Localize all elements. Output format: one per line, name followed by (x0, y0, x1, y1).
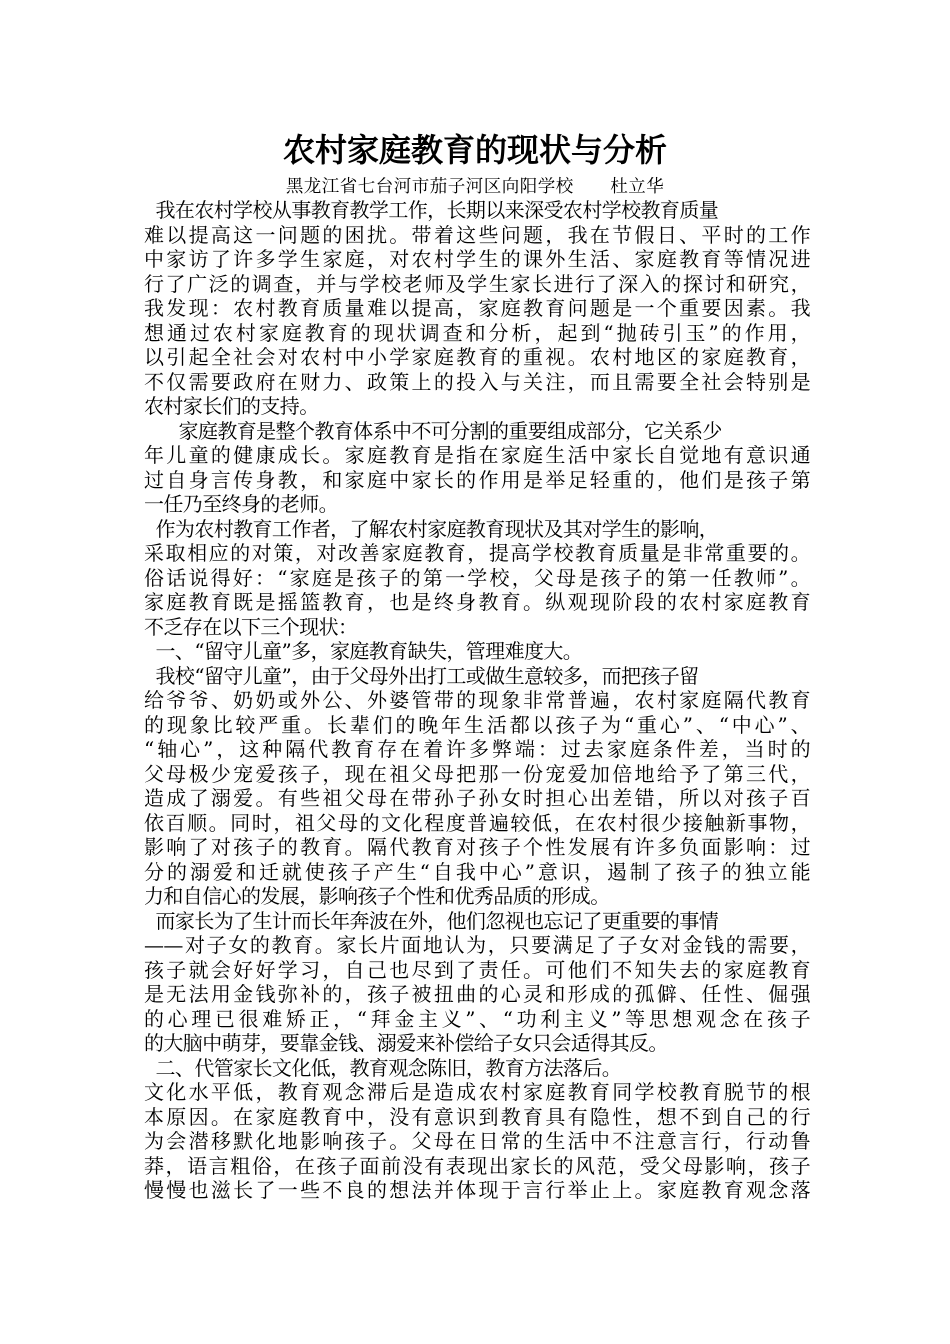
body-text-line: 文化水平低，教育观念滞后是造成农村家庭教育同学校教育脱节的根 (144, 1080, 810, 1104)
author-byline: 黑龙江省七台河市茄子河区向阳学校 杜立华 (285, 177, 665, 197)
body-text-line: 采取相应的对策，对改善家庭教育，提高学校教育质量是非常重要的。 (144, 541, 810, 565)
body-text-line: 的大脑中萌芽，要靠金钱、溺爱来补偿给子女只会适得其反。 (144, 1031, 668, 1055)
body-text-line: 本原因。在家庭教育中，没有意识到教育具有隐性，想不到自己的行 (144, 1104, 810, 1129)
body-text-line: 为会潜移默化地影响孩子。父母在日常的生活中不注意言行，行动鲁 (144, 1129, 810, 1153)
body-text-line: 分的溺爱和迁就使孩子产生“自我中心”意识，遏制了孩子的独立能 (144, 859, 810, 884)
body-text-line: 我校“留守儿童”，由于父母外出打工或做生意较多，而把孩子留 (144, 663, 699, 688)
body-text-line: 我在农村学校从事教育教学工作，长期以来深受农村学校教育质量 (144, 198, 719, 222)
body-text-line: 依百顺。同时，祖父母的文化程度普遍较低，在农村很少接触新事物， (144, 810, 810, 835)
body-text-line: 难以提高这一问题的困扰。带着这些问题，我在节假日、平时的工作 (144, 222, 810, 247)
body-text-line: 是无法用金钱弥补的，孩子被扭曲的心灵和形成的孤僻、任性、倔强 (144, 982, 810, 1006)
body-text-line: 一任乃至终身的老师。 (144, 492, 338, 516)
body-text-line: 想通过农村家庭教育的现状调查和分析，起到“抛砖引玉”的作用， (144, 320, 810, 345)
body-text-line: 不乏存在以下三个现状： (144, 614, 358, 639)
body-text-line: 中家访了许多学生家庭，对农村学生的课外生活、家庭教育等情况进 (144, 247, 810, 271)
document-body (144, 198, 810, 1203)
body-text-line: 造成了溺爱。有些祖父母在带孙子孙女时担心出差错，所以对孩子百 (144, 786, 810, 810)
body-text-line: 给爷爷、奶奶或外公、外婆管带的现象非常普遍，农村家庭隔代教育 (144, 688, 810, 712)
body-text-line: 孩子就会好好学习，自己也尽到了责任。可他们不知失去的家庭教育 (144, 957, 810, 982)
body-text-line: 行了广泛的调查，并与学校老师及学生家长进行了深入的探讨和研究， (144, 271, 810, 296)
body-text-line: 农村家长们的支持。 (144, 394, 319, 418)
body-text-line: 而家长为了生计而长年奔波在外，他们忽视也忘记了更重要的事情 (144, 908, 719, 933)
body-text-line: ——对子女的教育。家长片面地认为，只要满足了子女对金钱的需要， (144, 933, 810, 957)
document-title: 农村家庭教育的现状与分析 (282, 131, 667, 169)
body-text-line: 影响了对孩子的教育。隔代教育对孩子个性发展有许多负面影响：过 (144, 835, 810, 859)
body-text-line: 不仅需要政府在财力、政策上的投入与关注，而且需要全社会特别是 (144, 369, 810, 394)
body-text-line: 的心理已很难矫正，“拜金主义”、“功利主义”等思想观念在孩子 (144, 1006, 810, 1031)
body-text-line: 二、代管家长文化低，教育观念陈旧，教育方法落后。 (144, 1055, 622, 1080)
body-text-line: 作为农村教育工作者，了解农村家庭教育现状及其对学生的影响， (144, 516, 719, 541)
body-text-line: 以引起全社会对农村中小学家庭教育的重视。农村地区的家庭教育， (144, 345, 810, 369)
body-text-line: 过自身言传身教，和家庭中家长的作用是举足轻重的，他们是孩子第 (144, 467, 810, 492)
body-text-line: 的现象比较严重。长辈们的晚年生活都以孩子为“重心”、“中心”、 (144, 712, 810, 737)
body-text-line: 力和自信心的发展，影响孩子个性和优秀品质的形成。 (144, 884, 610, 908)
body-text-line: “轴心”，这种隔代教育存在着许多弊端：过去家庭条件差，当时的 (144, 737, 810, 761)
body-text-line: 莽，语言粗俗，在孩子面前没有表现出家长的风范，受父母影响，孩子 (144, 1153, 810, 1178)
body-text-line: 一、“留守儿童”多，家庭教育缺失，管理难度大。 (144, 639, 583, 663)
body-text-line: 慢慢也滋长了一些不良的想法并体现于言行举止上。家庭教育观念落 (144, 1178, 810, 1202)
body-text-line: 我发现：农村教育质量难以提高，家庭教育问题是一个重要因素。我 (144, 296, 810, 320)
body-text-line: 家庭教育既是摇篮教育，也是终身教育。纵观现阶段的农村家庭教育 (144, 590, 810, 614)
body-text-line: 俗话说得好：“家庭是孩子的第一学校，父母是孩子的第一任教师”。 (144, 565, 810, 590)
body-text-line: 年儿童的健康成长。家庭教育是指在家庭生活中家长自觉地有意识通 (144, 443, 810, 467)
body-text-line: 父母极少宠爱孩子，现在祖父母把那一份宠爱加倍地给予了第三代， (144, 761, 810, 786)
body-text-line: 家庭教育是整个教育体系中不可分割的重要组成部分，它关系少 (144, 418, 722, 443)
